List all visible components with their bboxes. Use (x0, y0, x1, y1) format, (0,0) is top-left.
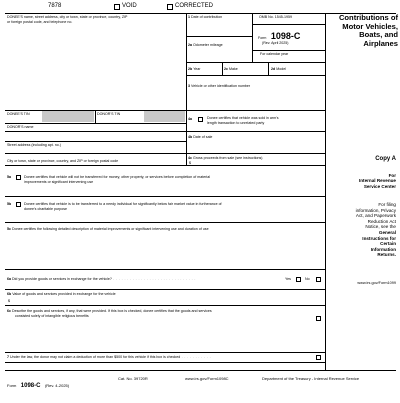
box3-number: 3 (188, 84, 190, 88)
void-label: VOID (122, 3, 137, 9)
title-line-3: Boats, and (359, 30, 398, 40)
bottom-border (5, 370, 396, 371)
donee-name-field[interactable] (6, 26, 184, 108)
notice-4: Reduction Act (367, 218, 396, 224)
row6c-text: Describe the goods and services, if any, that were provided. If this box is checked, donee certifies that the goods and services (12, 309, 212, 313)
row5b-text-2: donee's charitable purpose (24, 207, 68, 211)
box4a-text: Donee certifies that vehicle was sold in arm's (207, 116, 279, 120)
row5b-text: Donee certifies that vehicle is to be transferred to a needy individual for significantly below fair market value in furtherance of (24, 202, 222, 206)
line-7-bottom (5, 362, 325, 363)
row7-checkbox[interactable] (316, 355, 321, 360)
row5a-text-2: improvements or significant intervening use (24, 180, 94, 184)
row6b-text: Value of goods and services provided in exchange for the vehicle (12, 292, 116, 296)
row6a-no-label: No (305, 277, 310, 281)
row7-label: 7 Under the law, the donor may not claim a deduction of more than $500 for this vehicle if this box is checked . . . . . . . . . . . (7, 355, 211, 359)
box2a-number: 2a (188, 43, 192, 47)
void-checkbox[interactable] (114, 4, 120, 10)
row5a-text: Donee certifies that vehicle will not be transferred for money, other property, or services before completion of material (24, 175, 211, 179)
box2b-label (188, 67, 200, 71)
divider-tin (95, 110, 96, 123)
box4b-text: Date of sale (193, 135, 213, 139)
copy-notice-block (320, 202, 396, 258)
title-line-1: Contributions of (338, 13, 398, 22)
line-box4b-bottom (186, 153, 325, 154)
line-5b-bottom (5, 222, 325, 223)
row5b-checkbox[interactable] (16, 202, 21, 207)
corrected-label: CORRECTED (175, 3, 214, 9)
line-6b-bottom (5, 305, 325, 306)
divider-right (325, 13, 326, 370)
box4c-text: Gross proceeds from sale (see instructions) (193, 156, 263, 160)
notice-6: General (378, 229, 396, 235)
row6c-text-2: consisted solely of intangible religious benefits (15, 314, 89, 318)
row6c-number: 6c (7, 309, 11, 313)
form-prefix: Form (258, 36, 267, 40)
footer-form-label: Form (7, 383, 17, 388)
line-omb-b (252, 50, 325, 51)
donor-tin-label: DONOR'S TIN (97, 112, 121, 116)
donor-tin-shade[interactable] (144, 111, 185, 122)
footer-dept: Department of the Treasury - Internal Revenue Service (262, 376, 360, 381)
copy-irs-block (326, 173, 396, 189)
notice-9: Information (370, 246, 396, 252)
donee-tin-shade[interactable] (42, 111, 94, 122)
notice-1: For filing (378, 202, 396, 207)
title-line-4: Airplanes (363, 38, 398, 48)
row7-number: 7 (7, 355, 9, 359)
footer-url[interactable]: www.irs.gov/Form1098C (185, 376, 229, 381)
line-row4c-bottom (5, 165, 325, 166)
box2c-label (224, 67, 238, 71)
line-donorname-a (5, 131, 186, 132)
row6c-checkbox[interactable] (316, 316, 321, 321)
city-label: City or town, state or province, country, and ZIP or foreign postal code (7, 159, 119, 163)
box2d-label (271, 67, 286, 71)
box1-label (188, 15, 222, 19)
box4b-number: 4b (188, 135, 193, 139)
copy-irs-2: Service Center (363, 183, 396, 189)
corrected-checkbox[interactable] (167, 4, 173, 10)
footer-form (7, 374, 69, 392)
divider-omb (252, 13, 253, 62)
row6b-currency: $ (8, 299, 10, 303)
box3-label (188, 84, 250, 88)
box4a-checkbox[interactable] (198, 117, 203, 122)
line-street-bottom (5, 153, 186, 154)
divider-2b-2c (222, 62, 223, 75)
line-6a-bottom (5, 289, 325, 290)
donor-name-label: DONOR'S name (7, 125, 34, 129)
line-tin-bottom (5, 123, 186, 124)
line-box2a-bottom (186, 62, 325, 63)
box2a-label (188, 43, 223, 47)
row5b-number: 5b (7, 202, 12, 206)
box1-number: 1 (188, 15, 190, 19)
line-5a-bottom (5, 196, 325, 197)
line-5c-bottom (5, 269, 325, 270)
box2c-text: Make (229, 67, 238, 71)
notice-7: Instructions for (362, 235, 396, 241)
notice-8: Certain (380, 241, 396, 247)
form-code: 7878 (48, 3, 62, 9)
copy-irs-1: Internal Revenue (358, 178, 396, 184)
box2b-number: 2b (188, 67, 193, 71)
row6a-number: 6a (7, 277, 11, 281)
line-box3-bottom (186, 110, 325, 111)
row6b-number: 6b (7, 292, 12, 296)
title-line-2: Motor Vehicles, (342, 21, 398, 31)
line-omb-a (252, 24, 325, 25)
row5c-text: Donee certifies the following detailed description of material improvements or significant intervening use and duration of use (12, 227, 209, 231)
box2b-text: Year (193, 67, 201, 71)
row7-text: Under the law, the donor may not claim a deduction of more than $500 for this vehicle if this box is checked (10, 355, 181, 359)
copy-url[interactable]: www.irs.gov/Form1099 (357, 281, 396, 285)
copy-for: For (388, 173, 396, 178)
row5a-checkbox[interactable] (16, 175, 21, 180)
copy-heading: Copy A (375, 156, 396, 162)
box1-text: Date of contribution (191, 15, 223, 19)
box3-text: Vehicle or other identification number (191, 84, 251, 88)
notice-2: information, Privacy (355, 207, 396, 213)
street-label: Street address (including apt. no.) (7, 143, 61, 147)
row5c-description-field[interactable] (6, 233, 324, 268)
calendar-year-label: For calendar year (260, 52, 289, 56)
line-box4a-bottom (186, 131, 325, 132)
rev-date: (Rev. April 2025) (262, 41, 289, 45)
box4c-number: 4c (188, 156, 192, 160)
row5a-number: 5a (7, 175, 11, 179)
row6a-yes-label: Yes (285, 277, 291, 281)
line-box2b-bottom (186, 75, 325, 76)
box4b-label (188, 135, 212, 139)
footer-form-number: 1098-C (20, 383, 41, 389)
footer-cat: Cat. No. 39720R (118, 376, 148, 381)
box4a-text-2: length transaction to unrelated party (207, 121, 265, 125)
row6a-no-checkbox[interactable] (316, 277, 321, 282)
line-donorname-b (5, 141, 186, 142)
row5c-label (7, 227, 209, 231)
box2d-number: 2d (271, 67, 276, 71)
donee-tin-label: DONEE'S TIN (7, 112, 30, 116)
notice-3: Act, and Paperwork (355, 213, 396, 219)
row6a-yes-checkbox[interactable] (296, 277, 301, 282)
row6b-label (7, 292, 116, 296)
box2c-number: 2c (224, 67, 228, 71)
box2d-text: Model (276, 67, 286, 71)
form-title (326, 14, 398, 48)
line-6c-bottom (5, 352, 325, 353)
box4a-number: 4a (188, 117, 192, 121)
row6a-text: Did you provide goods or services in exchange for the vehicle? (12, 277, 112, 281)
notice-5: Notice, see the (365, 224, 396, 230)
line-box1-bottom (186, 36, 252, 37)
footer-rev: (Rev. 4-2025) (44, 383, 70, 388)
row6a-label: 6a Did you provide goods or services in exchange for the vehicle? . . . . . . . . . . . . . . . . . . . . . . . . . . . . . . (7, 277, 196, 281)
box4c-label (188, 156, 263, 160)
row5c-number: 5c (7, 227, 11, 231)
divider-2c-2d (268, 62, 269, 75)
box4c-currency: $ (189, 161, 191, 165)
notice-10: Returns. (377, 252, 396, 258)
row6c-label (7, 309, 212, 313)
donee-name-label-2: or foreign postal code, and telephone no. (7, 20, 73, 24)
omb-number: OMB No. 1545-1959 (259, 15, 292, 19)
form-number: 1098-C (270, 31, 301, 41)
box2a-text: Odometer mileage (193, 43, 223, 47)
donee-name-label: DONEE'S name, street address, city or town, state or province, country, ZIP (7, 15, 128, 19)
